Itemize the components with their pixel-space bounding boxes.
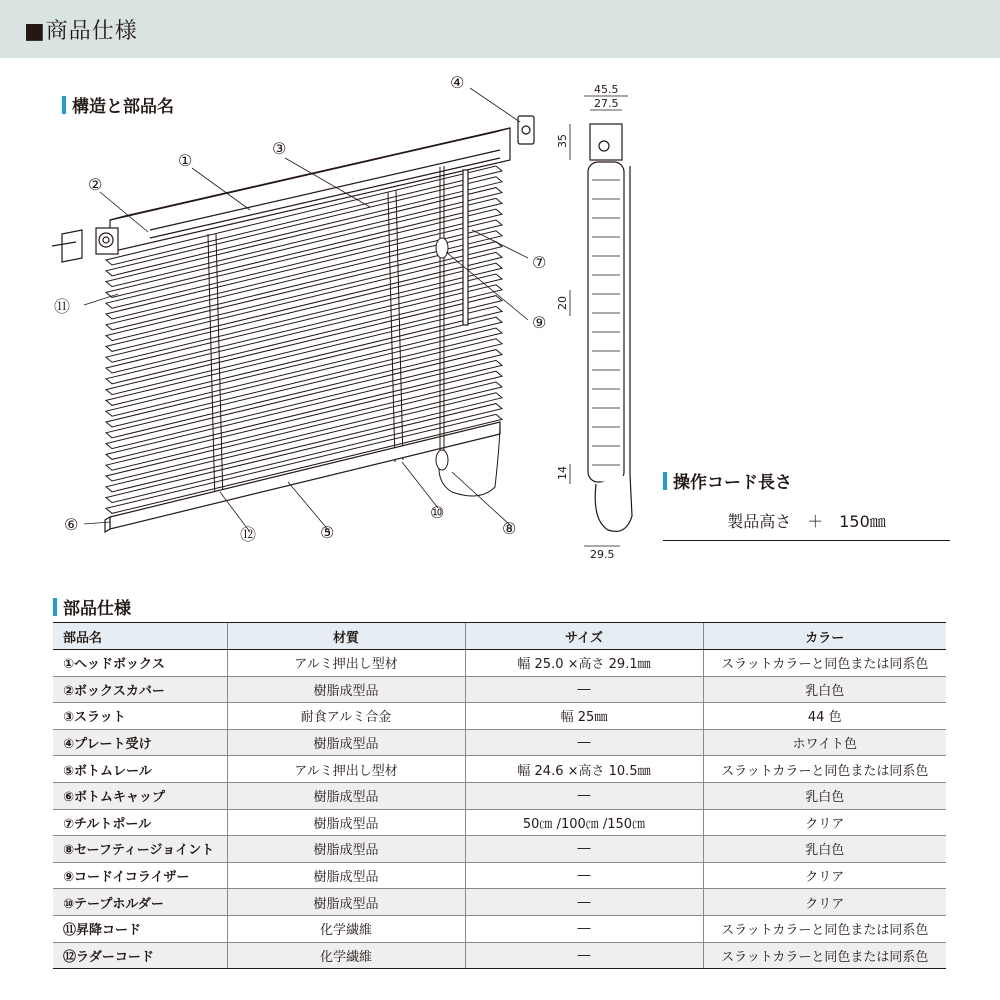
spec-section-title <box>53 594 131 619</box>
table-row <box>53 782 946 809</box>
cell-color: 乳白色 <box>703 836 946 863</box>
cell-material: 樹脂成型品 <box>227 836 465 863</box>
callout-7: ⑦ <box>532 253 547 272</box>
cell-part: ④プレート受け <box>53 729 227 756</box>
cell-part: ②ボックスカバー <box>53 676 227 703</box>
tilt-pole <box>463 170 468 325</box>
page-title: ■商品仕様 <box>24 18 138 44</box>
col-header-color: カラー <box>703 623 946 650</box>
cord-length-value: 製品高さ ＋ 150㎜ <box>663 500 950 541</box>
spec-title-text: 部品仕様 <box>63 599 131 619</box>
callout-12: ⑫ <box>240 525 257 544</box>
table-row <box>53 889 946 916</box>
cell-material: 樹脂成型品 <box>227 809 465 836</box>
cell-color: スラットカラーと同色または同系色 <box>703 915 946 942</box>
cell-size: ― <box>465 889 703 916</box>
accent-bar <box>53 598 57 616</box>
cell-part: ⑩テープホルダー <box>53 889 227 916</box>
col-header-part: 部品名 <box>53 623 227 650</box>
cell-size: ― <box>465 729 703 756</box>
callout-1: ① <box>178 151 193 170</box>
bracket-left <box>52 230 82 262</box>
cell-size: ― <box>465 942 703 969</box>
plate-holder <box>518 116 534 144</box>
cell-material: アルミ押出し型材 <box>227 650 465 677</box>
dim-29-5: 29.5 <box>590 548 615 560</box>
dim-45-5: 45.5 <box>594 83 619 96</box>
box-cover <box>96 228 118 254</box>
cell-part: ⑨コードイコライザー <box>53 862 227 889</box>
table-row <box>53 756 946 783</box>
cell-part: ⑪昇降コード <box>53 915 227 942</box>
cell-material: アルミ押出し型材 <box>227 756 465 783</box>
cell-size: ― <box>465 782 703 809</box>
accent-bar <box>663 472 667 490</box>
table-row <box>53 729 946 756</box>
cell-part: ③スラット <box>53 703 227 730</box>
col-header-material: 材質 <box>227 623 465 650</box>
cell-color: 44 色 <box>703 703 946 730</box>
callout-4: ④ <box>450 73 465 92</box>
spec-header-row <box>53 623 946 650</box>
cell-material: 樹脂成型品 <box>227 676 465 703</box>
callout-2: ② <box>88 175 103 194</box>
cell-material: 樹脂成型品 <box>227 862 465 889</box>
cell-material: 樹脂成型品 <box>227 889 465 916</box>
cell-size: ― <box>465 836 703 863</box>
cell-color: 乳白色 <box>703 676 946 703</box>
cell-part: ⑫ラダーコード <box>53 942 227 969</box>
cell-part: ⑧セーフティージョイント <box>53 836 227 863</box>
header-bar <box>0 0 1000 58</box>
cell-color: ホワイト色 <box>703 729 946 756</box>
table-row <box>53 915 946 942</box>
table-row <box>53 942 946 969</box>
table-row <box>53 703 946 730</box>
cell-color: スラットカラーと同色または同系色 <box>703 650 946 677</box>
table-row <box>53 862 946 889</box>
cell-color: スラットカラーと同色または同系色 <box>703 756 946 783</box>
cord-title-text: 操作コード長さ <box>673 473 792 493</box>
dim-35: 35 <box>556 134 569 148</box>
spec-table-body <box>53 650 946 969</box>
dim-14: 14 <box>556 466 569 480</box>
cell-color: クリア <box>703 809 946 836</box>
callout-8: ⑧ <box>502 519 517 538</box>
cell-material: 樹脂成型品 <box>227 729 465 756</box>
cell-part: ⑥ボトムキャップ <box>53 782 227 809</box>
cell-size: 幅 25㎜ <box>465 703 703 730</box>
cell-size: ― <box>465 915 703 942</box>
table-row <box>53 836 946 863</box>
cell-material: 化学繊維 <box>227 942 465 969</box>
side-view-diagram <box>548 80 648 560</box>
callout-5: ⑤ <box>320 523 335 542</box>
callout-6: ⑥ <box>64 515 79 534</box>
cell-color: 乳白色 <box>703 782 946 809</box>
col-header-size: サイズ <box>465 623 703 650</box>
cell-material: 耐食アルミ合金 <box>227 703 465 730</box>
dim-27-5: 27.5 <box>594 97 619 110</box>
cell-part: ①ヘッドボックス <box>53 650 227 677</box>
side-body <box>588 124 632 531</box>
table-row <box>53 676 946 703</box>
cell-color: クリア <box>703 889 946 916</box>
cell-color: スラットカラーと同色または同系色 <box>703 942 946 969</box>
cell-size: ― <box>465 676 703 703</box>
cell-part: ⑤ボトムレール <box>53 756 227 783</box>
callout-9: ⑨ <box>532 313 547 332</box>
table-row <box>53 650 946 677</box>
spec-table <box>53 622 946 969</box>
cell-size: 50㎝ /100㎝ /150㎝ <box>465 809 703 836</box>
callout-11: ⑪ <box>54 297 71 316</box>
structure-title-text: 構造と部品名 <box>72 97 174 117</box>
callout-10: ⑩ <box>430 503 445 522</box>
cell-part: ⑦チルトポール <box>53 809 227 836</box>
dim-20: 20 <box>556 296 569 310</box>
cell-material: 化学繊維 <box>227 915 465 942</box>
table-row <box>53 809 946 836</box>
cell-color: クリア <box>703 862 946 889</box>
cell-size: 幅 25.0 ×高さ 29.1㎜ <box>465 650 703 677</box>
cord-section-title <box>663 468 792 493</box>
cell-material: 樹脂成型品 <box>227 782 465 809</box>
callout-3: ③ <box>272 139 287 158</box>
cell-size: 幅 24.6 ×高さ 10.5㎜ <box>465 756 703 783</box>
cell-size: ― <box>465 862 703 889</box>
